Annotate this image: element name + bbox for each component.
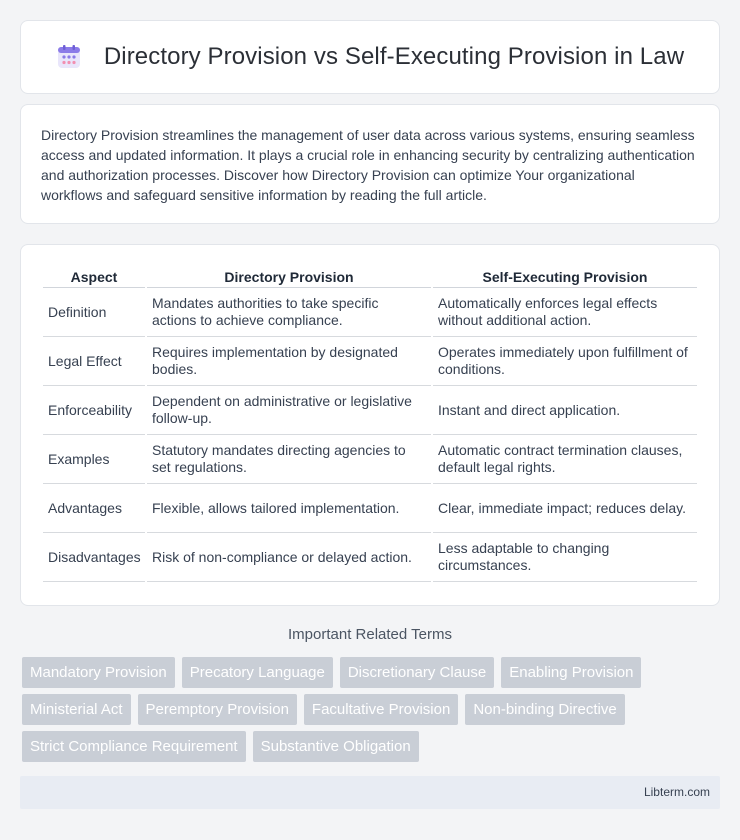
row-directory: Flexible, allows tailored implementation. <box>147 484 431 533</box>
related-term-tag[interactable]: Mandatory Provision <box>22 657 175 688</box>
row-self-executing: Less adaptable to changing circumstances. <box>433 533 697 582</box>
row-directory: Statutory mandates directing agencies to set regulations. <box>147 435 431 484</box>
row-self-executing: Clear, immediate impact; reduces delay. <box>433 484 697 533</box>
related-term-tag[interactable]: Peremptory Provision <box>138 694 297 725</box>
related-terms-list <box>22 657 722 768</box>
row-aspect: Definition <box>43 288 145 337</box>
intro-card <box>20 104 720 224</box>
row-self-executing: Automatic contract termination clauses, default legal rights. <box>433 435 697 484</box>
row-aspect: Enforceability <box>43 386 145 435</box>
row-self-executing: Instant and direct application. <box>433 386 697 435</box>
row-aspect: Legal Effect <box>43 337 145 386</box>
footer-site-link[interactable]: Libterm.com <box>643 785 710 799</box>
header-aspect: Aspect <box>43 267 145 288</box>
table-row <box>43 533 697 582</box>
row-directory: Requires implementation by designated bodies. <box>147 337 431 386</box>
comparison-table-card <box>20 244 720 606</box>
intro-paragraph: Directory Provision streamlines the management of user data across various systems, ensuring seamless access and updated information. It plays a crucial role in enhancing security by centralizing authentication and authorization processes. Discover how Directory Provision can optimize Your organizational workflows and safeguard sensitive information by reading the full article. <box>41 127 695 203</box>
row-aspect: Disadvantages <box>43 533 145 582</box>
row-self-executing: Automatically enforces legal effects without additional action. <box>433 288 697 337</box>
comparison-table <box>41 267 699 582</box>
row-directory: Dependent on administrative or legislative follow-up. <box>147 386 431 435</box>
header-directory-provision: Directory Provision <box>147 267 431 288</box>
footer <box>20 776 720 809</box>
row-self-executing: Operates immediately upon fulfillment of conditions. <box>433 337 697 386</box>
page-title: Directory Provision vs Self-Executing Provision in Law <box>103 43 685 70</box>
related-term-tag[interactable]: Strict Compliance Requirement <box>22 731 246 762</box>
related-term-tag[interactable]: Enabling Provision <box>501 657 641 688</box>
table-header-row <box>43 267 697 288</box>
related-term-tag[interactable]: Non-binding Directive <box>465 694 624 725</box>
row-aspect: Advantages <box>43 484 145 533</box>
related-term-tag[interactable]: Facultative Provision <box>304 694 458 725</box>
calendar-grid-icon <box>56 44 82 70</box>
table-row <box>43 337 697 386</box>
table-row <box>43 386 697 435</box>
related-term-tag[interactable]: Substantive Obligation <box>253 731 419 762</box>
table-row <box>43 435 697 484</box>
row-directory: Mandates authorities to take specific actions to achieve compliance. <box>147 288 431 337</box>
header-self-executing-provision: Self-Executing Provision <box>433 267 697 288</box>
related-term-tag[interactable]: Precatory Language <box>182 657 333 688</box>
title-card <box>20 20 720 94</box>
table-row <box>43 288 697 337</box>
row-aspect: Examples <box>43 435 145 484</box>
row-directory: Risk of non-compliance or delayed action. <box>147 533 431 582</box>
related-term-tag[interactable]: Discretionary Clause <box>340 657 494 688</box>
related-terms-heading: Important Related Terms <box>288 626 452 643</box>
table-row <box>43 484 697 533</box>
related-term-tag[interactable]: Ministerial Act <box>22 694 131 725</box>
